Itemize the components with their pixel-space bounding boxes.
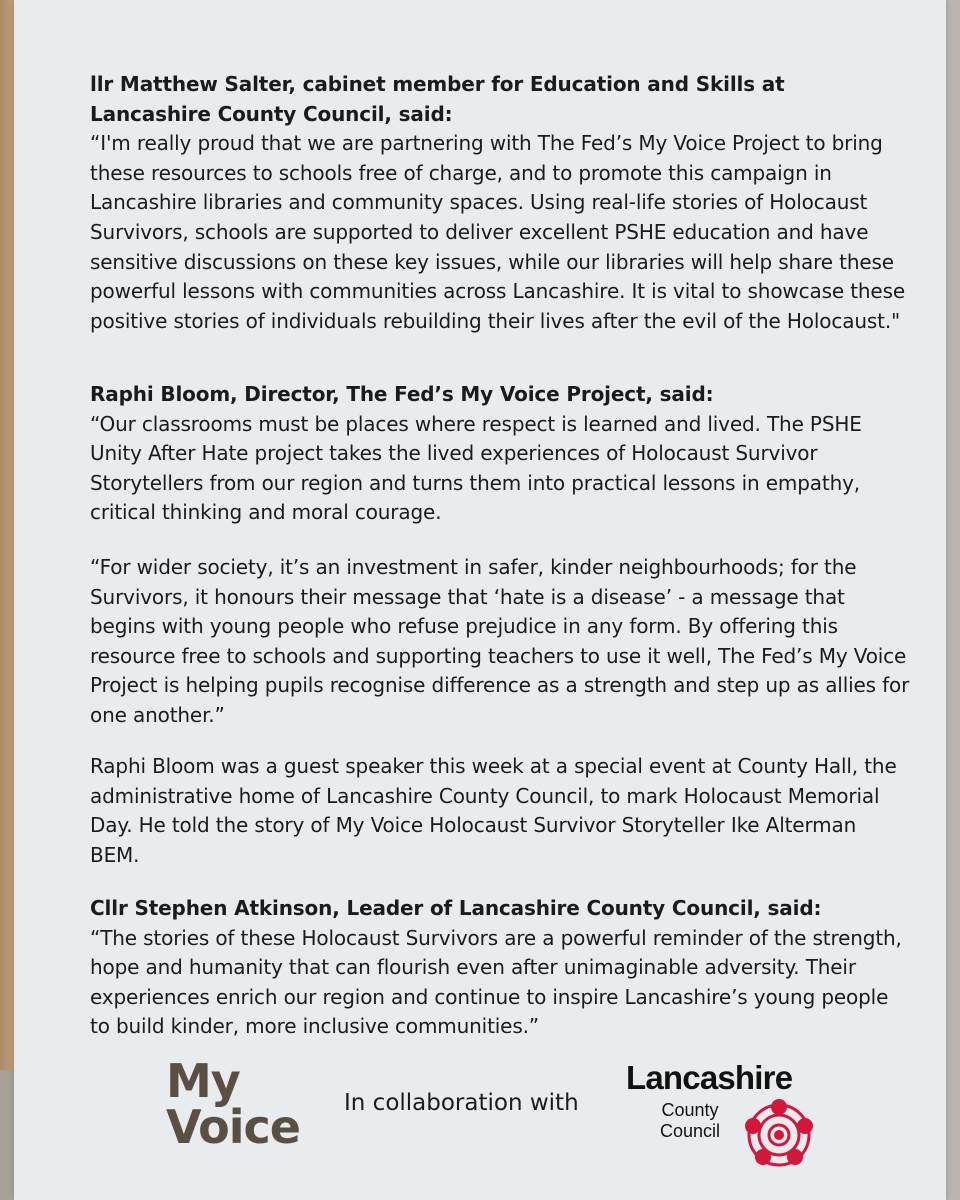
my-voice-logo-line1: My (166, 1054, 240, 1108)
quote-text: “Our classrooms must be places where respect is learned and lived. The PSHE Unity After Hate project takes the lived experiences of Holocaust Survivor Storytellers from our region and turns them into practical lessons in empathy, critical thinking and moral courage. (90, 411, 862, 525)
lancashire-county-council-logo (626, 1058, 836, 1158)
quote-raphi-bloom (90, 380, 910, 528)
collaboration-text: In collaboration with (344, 1090, 579, 1116)
background-right-edge (946, 0, 960, 1200)
document-page (14, 0, 946, 1200)
red-rose-icon (742, 1098, 816, 1172)
lancashire-logo-council: Council (659, 1121, 721, 1141)
quote-heading: Raphi Bloom, Director, The Fed’s My Voice Project, said: (90, 382, 714, 406)
my-voice-logo (166, 1054, 326, 1154)
paragraph-text: Raphi Bloom was a guest speaker this week at a special event at County Hall, the administrative home of Lancashire County Council, to mark Holocaust Memorial Day. He told the story of My Voice Holocaust Survivor Storyteller Ike Alterman BEM. (90, 754, 897, 867)
lancashire-logo-county: County (661, 1100, 719, 1120)
quote-text: “I'm really proud that we are partnering with The Fed’s My Voice Project to bring these resources to schools free of charge, and to promote this campaign in Lancashire libraries and community spaces. Using real-life stories of Holocaust Survivors, schools are supported to deliver excellent PSHE education and have sensitive discussions on these key issues, while our libraries will help share these powerful lessons with communities across Lancashire. It is vital to showcase these positive stories of individuals rebuilding their lives after the evil of the Holocaust." (90, 131, 906, 333)
quote-text: “For wider society, it’s an investment in safer, kinder neighbourhoods; for the Survivors, it honours their message that ‘hate is a disease’ - a message that begins with young people who refuse prejudice in any form. By offering this resource free to schools and supporting teachers to use it well, The Fed’s My Voice Project is helping pupils recognise difference as a strength and step up as allies for one another.” (90, 555, 910, 727)
quote-raphi-bloom-continued (90, 553, 910, 731)
lancashire-logo-subtitle (640, 1100, 740, 1142)
quote-stephen-atkinson (90, 894, 910, 1042)
quote-text: “The stories of these Holocaust Survivors are a powerful reminder of the strength, hope and humanity that can flourish even after unimaginable adversity. Their experiences enrich our region and continue to inspire Lancashire’s young people to build kinder, more inclusive communities.” (90, 925, 902, 1039)
my-voice-logo-line2: Voice (166, 1100, 300, 1154)
quote-matthew-salter (90, 70, 910, 336)
event-paragraph (90, 752, 910, 870)
quote-heading: Cllr Stephen Atkinson, Leader of Lancashire County Council, said: (90, 896, 822, 920)
lancashire-logo-title: Lancashire (626, 1059, 793, 1096)
quote-heading: llr Matthew Salter, cabinet member for Education and Skills at Lancashire County Council, said: (90, 72, 785, 126)
